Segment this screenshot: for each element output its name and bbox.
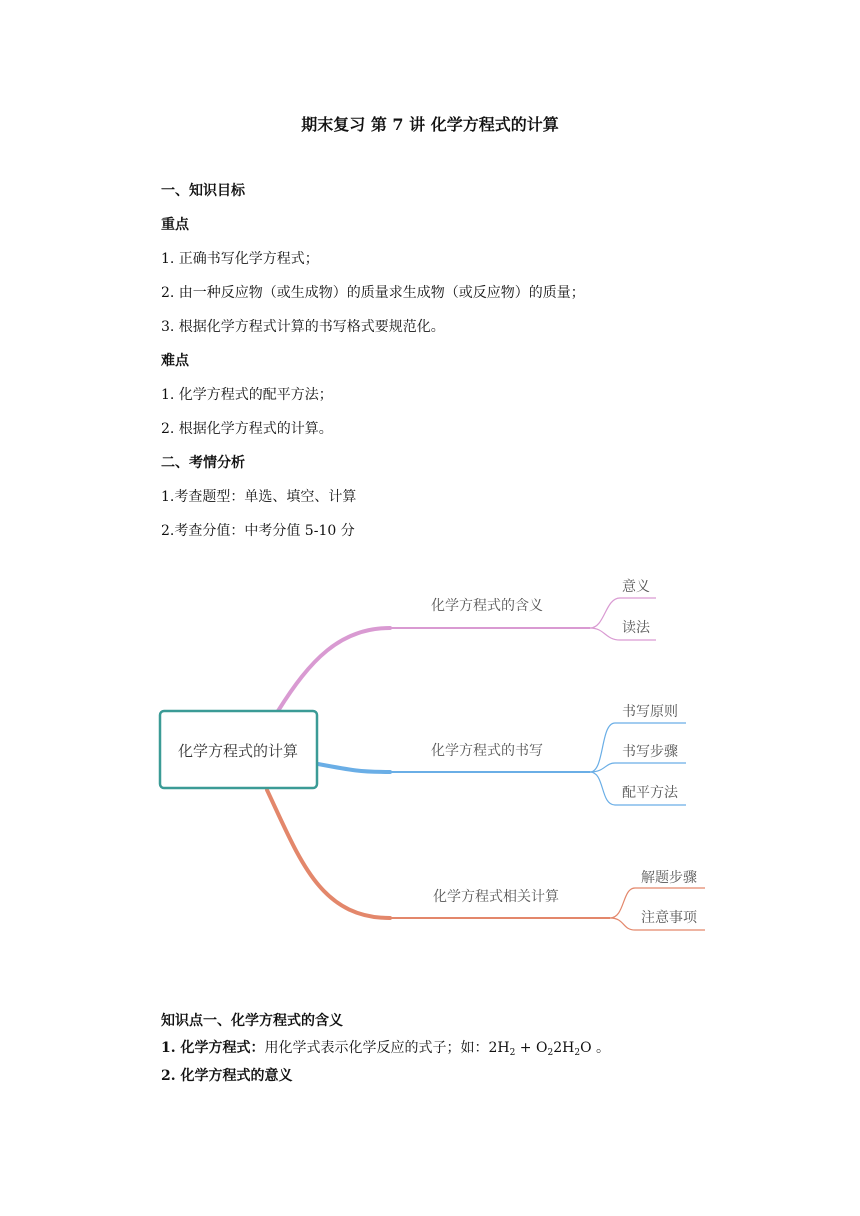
- analysis-item: 1.考查题型：单选、填空、计算: [161, 489, 357, 505]
- difficult-points-heading: 难点: [161, 353, 189, 369]
- key-point-item: 1. 正确书写化学方程式；: [161, 251, 319, 267]
- leaf-label: 注意事项: [641, 910, 697, 926]
- key-point-item: 2. 由一种反应物（或生成物）的质量求生成物（或反应物）的质量；: [161, 285, 585, 301]
- definition-term: 1. 化学方程式：: [161, 1040, 265, 1056]
- key-point-item: 3. 根据化学方程式计算的书写格式要规范化。: [161, 319, 445, 335]
- meaning-heading: 2. 化学方程式的意义: [161, 1068, 293, 1084]
- difficult-point-item: 2. 根据化学方程式的计算。: [161, 421, 333, 437]
- section-heading-exam-analysis: 二、考情分析: [161, 455, 245, 471]
- connector-branch-3: [267, 790, 390, 918]
- branch-label: 化学方程式的含义: [431, 598, 543, 614]
- key-points-heading: 重点: [161, 217, 189, 233]
- leaf-label: 书写步骤: [622, 744, 678, 760]
- branch-label: 化学方程式的书写: [431, 743, 543, 759]
- section-heading-knowledge-goals: 一、知识目标: [161, 183, 245, 199]
- document-title: 期末复习 第 7 讲 化学方程式的计算: [301, 115, 559, 134]
- leaf-label: 解题步骤: [641, 870, 697, 886]
- connector-branch-1: [278, 628, 390, 711]
- analysis-item: 2.考查分值：中考分值 5-10 分: [161, 523, 355, 539]
- leaf-label: 书写原则: [622, 704, 678, 720]
- definition-text: 用化学式表示化学反应的式子；如：: [264, 1040, 489, 1056]
- leaf-label: 读法: [622, 620, 650, 636]
- knowledge-point-1-heading: 知识点一、化学方程式的含义: [161, 1013, 343, 1029]
- leaf-label: 意义: [622, 579, 650, 595]
- branch-label: 化学方程式相关计算: [433, 889, 559, 905]
- connector-branch-2: [318, 764, 390, 772]
- leaf-label: 配平方法: [622, 785, 678, 801]
- chemical-equation: $2H_2 + O_22H_2O$ 。: [488, 1040, 610, 1058]
- definition-line: [161, 1037, 610, 1057]
- difficult-point-item: 1. 化学方程式的配平方法；: [161, 387, 333, 403]
- root-node-label: 化学方程式的计算: [177, 742, 299, 760]
- child-connector: [590, 763, 686, 772]
- mind-map: [0, 560, 860, 960]
